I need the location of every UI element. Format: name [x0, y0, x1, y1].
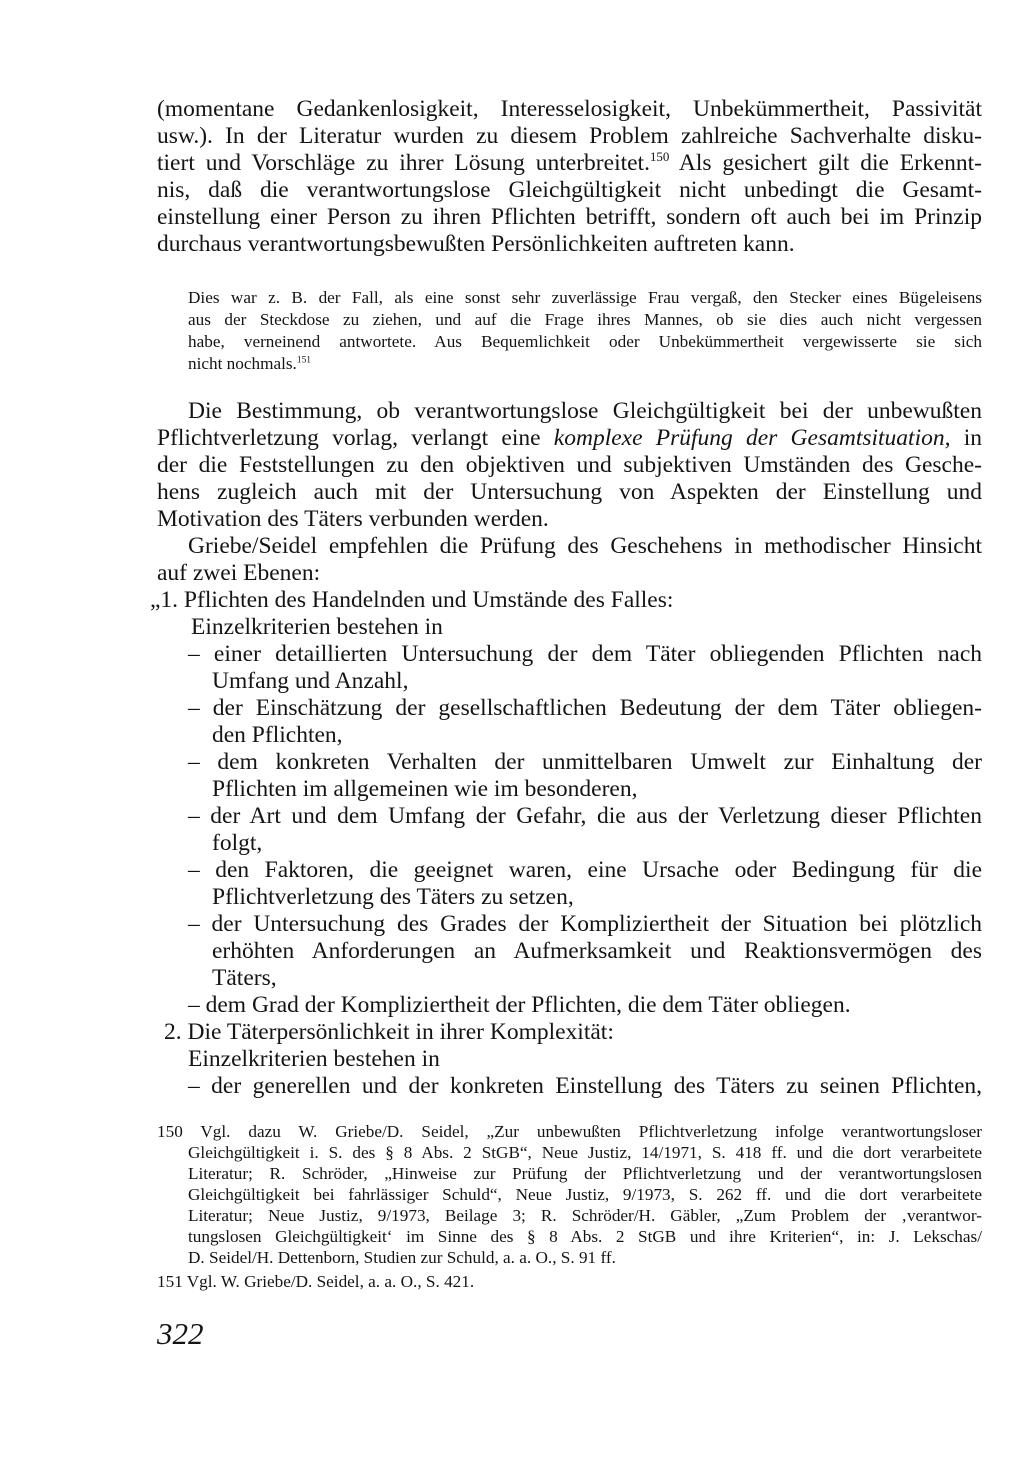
- text-line: tiert und Vorschläge zu ihrer Lösung unterbreitet.$^{150}$ Als gesichert gilt die Erkennt-: [157, 149, 982, 176]
- text-line: Pflichtverletzung vorlag, verlangt eine komplexe Prüfung der Gesamtsituation, in: [157, 425, 983, 451]
- list-subheading: Einzelkriterien bestehen in: [191, 614, 443, 640]
- list-item-cont: den Pflichten,: [212, 722, 343, 748]
- text-line: auf zwei Ebenen:: [157, 560, 321, 586]
- footnote-line: Literatur; R. Schröder, „Hinweise zur Prüfung der Pflichtverletzung und der verantwortungslosen: [188, 1164, 982, 1183]
- list-item: – den Faktoren, die geeignet waren, eine Ursache oder Bedingung für die: [188, 857, 982, 883]
- text-line: nis, daß die verantwortungslose Gleichgültigkeit nicht unbedingt die Gesamt-: [157, 177, 982, 203]
- text-line: Motivation des Täters verbunden werden.: [157, 506, 549, 532]
- footnote-150: 150 Vgl. dazu W. Griebe/D. Seidel, „Zur unbewußten Pflichtverletzung infolge verantwortungsloser: [157, 1122, 982, 1141]
- text-line: (momentane Gedankenlosigkeit, Interesselosigkeit, Unbekümmertheit, Passivität: [157, 96, 982, 122]
- footnote-ref-150: 150: [649, 149, 670, 165]
- text-line: aus der Steckdose zu ziehen, und auf die Frage ihres Mannes, ob sie dies auch nicht vergessen: [188, 310, 982, 329]
- list-item: – der Untersuchung des Grades der Kompliziertheit der Situation bei plötzlich: [188, 911, 982, 937]
- list-item: – der Einschätzung der gesellschaftlichen Bedeutung der dem Täter obliegen-: [188, 695, 982, 721]
- list-heading: „1. Pflichten des Handelnden und Umstände des Falles:: [150, 587, 674, 613]
- text-line: habe, verneinend antwortete. Aus Bequemlichkeit oder Unbekümmertheit vergewisserte sie sich: [188, 332, 982, 351]
- list-item: – der generellen und der konkreten Einstellung des Täters zu seinen Pflichten,: [188, 1073, 982, 1099]
- footnote-151: 151 Vgl. W. Griebe/D. Seidel, a. a. O., S. 421.: [157, 1272, 475, 1291]
- footnote-line: D. Seidel/H. Dettenborn, Studien zur Schuld, a. a. O., S. 91 ff.: [188, 1248, 616, 1267]
- list-item-cont: Umfang und Anzahl,: [212, 668, 409, 694]
- list-item-cont: Pflichtverletzung des Täters zu setzen,: [212, 884, 574, 910]
- text-line: usw.). In der Literatur wurden zu diesem Problem zahlreiche Sachverhalte disku-: [157, 123, 982, 149]
- text-line: der die Feststellungen zu den objektiven und subjektiven Umständen des Gesche-: [157, 452, 982, 478]
- footnote-line: tungslosen Gleichgültigkeit‘ im Sinne des § 8 Abs. 2 StGB und ihre Kriterien“, in: J. Lekschas/: [188, 1227, 982, 1246]
- list-item: – dem konkreten Verhalten der unmittelbaren Umwelt zur Einhaltung der: [188, 749, 982, 775]
- list-item: – dem Grad der Kompliziertheit der Pflichten, die dem Täter obliegen.: [188, 992, 851, 1018]
- list-item: – der Art und dem Umfang der Gefahr, die aus der Verletzung dieser Pflichten: [188, 803, 982, 829]
- list-item-cont: folgt,: [212, 830, 263, 856]
- text-line: Die Bestimmung, ob verantwortungslose Gleichgültigkeit bei der unbewußten: [188, 398, 982, 424]
- footnote-ref-151: 151: [296, 355, 312, 366]
- text-line: Griebe/Seidel empfehlen die Prüfung des Geschehens in methodischer Hinsicht: [188, 533, 982, 559]
- footnote-line: Literatur; Neue Justiz, 9/1973, Beilage 3; R. Schröder/H. Gäbler, „Zum Problem der ‚verantwor-: [188, 1206, 982, 1225]
- text-line: einstellung einer Person zu ihren Pflichten betrifft, sondern oft auch bei im Prinzip: [157, 204, 982, 230]
- footnote-line: Gleichgültigkeit bei fahrlässiger Schuld“, Neue Justiz, 9/1973, S. 262 ff. und die dort verarbeitete: [188, 1185, 982, 1204]
- emphasis: komplexe Prüfung der Gesamtsituation,: [553, 425, 951, 451]
- list-subheading: Einzelkriterien bestehen in: [188, 1046, 440, 1072]
- list-item-cont: Pflichten im allgemeinen wie im besonderen,: [212, 776, 638, 802]
- footnote-line: Gleichgültigkeit i. S. des § 8 Abs. 2 StGB“, Neue Justiz, 14/1971, S. 418 ff. und die dort verarbeitete: [188, 1143, 982, 1162]
- text-line: nicht nochmals.$^{151}$: [188, 354, 312, 373]
- list-item-cont: erhöhten Anforderungen an Aufmerksamkeit und Reaktionsvermögen des: [212, 938, 982, 964]
- page-number: 322: [157, 1316, 204, 1351]
- text-line: hens zugleich auch mit der Untersuchung von Aspekten der Einstellung und: [157, 479, 982, 505]
- text-line: durchaus verantwortungsbewußten Persönlichkeiten auftreten kann.: [157, 231, 795, 257]
- list-item-cont: Täters,: [212, 965, 277, 991]
- text-line: Dies war z. B. der Fall, als eine sonst sehr zuverlässige Frau vergaß, den Stecker eines Bügeleisens: [188, 288, 982, 307]
- list-item: – einer detaillierten Untersuchung der dem Täter obliegenden Pflichten nach: [188, 641, 982, 667]
- list-heading: 2. Die Täterpersönlichkeit in ihrer Komplexität:: [164, 1019, 614, 1045]
